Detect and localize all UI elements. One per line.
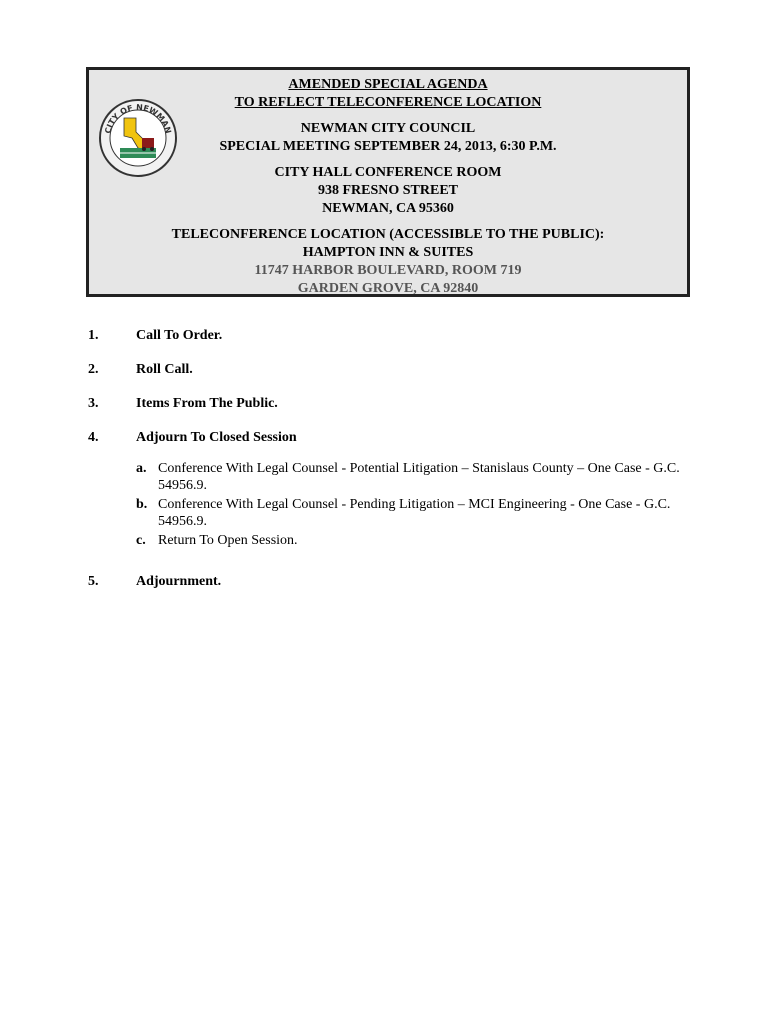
teleconference-heading: TELECONFERENCE LOCATION (ACCESSIBLE TO THE PUBLIC): (171, 227, 605, 242)
teleconference-street: 11747 HARBOR BOULEVARD, ROOM 719 (254, 263, 522, 278)
agenda-item-number: 3. (88, 396, 99, 411)
closed-session-sublist (136, 460, 696, 551)
agenda-title: AMENDED SPECIAL AGENDA (288, 77, 488, 92)
teleconference-venue: HAMPTON INN & SUITES (302, 245, 474, 260)
agenda-item-text: Adjournment. (136, 574, 222, 589)
agenda-item-number: 1. (88, 328, 99, 343)
sub-item-letter: a. (136, 461, 147, 476)
agenda-item-text: Call To Order. (136, 328, 223, 343)
sub-item-text: Conference With Legal Counsel - Potential Litigation – Stanislaus County – One Case - G.C. 54956.9. (158, 461, 680, 493)
meeting-room: CITY HALL CONFERENCE ROOM (274, 165, 502, 180)
meeting-date: SPECIAL MEETING SEPTEMBER 24, 2013, 6:30 P.M. (219, 139, 557, 154)
sub-item-text: Return To Open Session. (158, 533, 298, 548)
agenda-item-text: Roll Call. (136, 362, 193, 377)
agenda-subtitle: TO REFLECT TELECONFERENCE LOCATION (234, 95, 542, 110)
agenda-item-text: Adjourn To Closed Session (136, 430, 297, 445)
meeting-street: 938 FRESNO STREET (317, 183, 459, 198)
meeting-city: NEWMAN, CA 95360 (322, 201, 454, 216)
sub-item-letter: c. (136, 533, 146, 548)
sub-item (136, 496, 696, 530)
agenda-item-text: Items From The Public. (136, 396, 278, 411)
sub-item (136, 532, 696, 549)
sub-item (136, 460, 696, 494)
teleconference-city: GARDEN GROVE, CA 92840 (297, 281, 479, 296)
agenda-item-number: 4. (88, 430, 99, 445)
agenda-item-number: 2. (88, 362, 99, 377)
agenda-header (86, 76, 690, 298)
seal-text: CITY OF NEWMAN (103, 102, 173, 135)
council-name: NEWMAN CITY COUNCIL (300, 121, 476, 136)
agenda-item-number: 5. (88, 574, 99, 589)
sub-item-letter: b. (136, 497, 148, 512)
sub-item-text: Conference With Legal Counsel - Pending Litigation – MCI Engineering - One Case - G.C. 54956.9. (158, 497, 671, 529)
